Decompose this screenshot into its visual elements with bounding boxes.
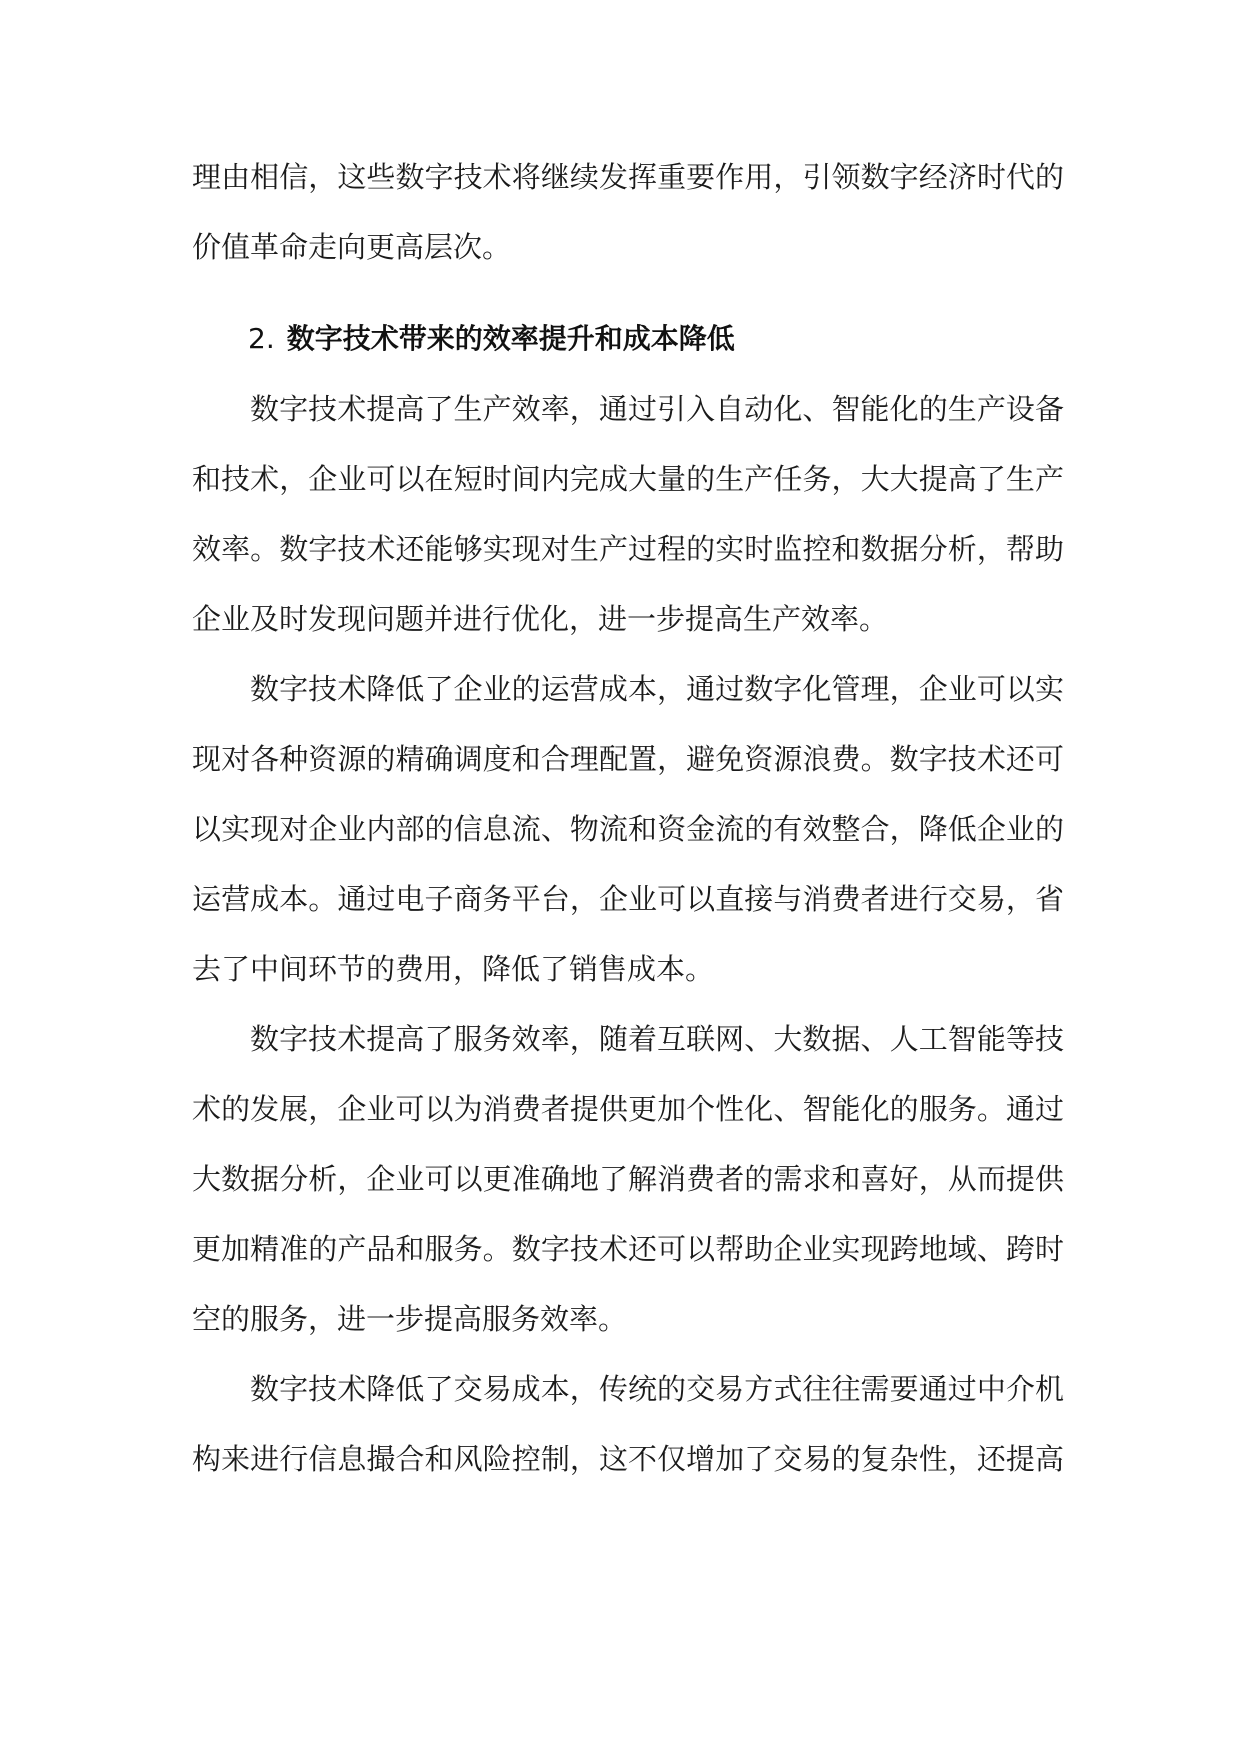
text-line: 数字技术提高了生产效率，通过引入自动化、智能化的生产设备 <box>250 392 1064 426</box>
text-line: 以实现对企业内部的信息流、物流和资金流的有效整合，降低企业的 <box>192 812 1064 846</box>
text-line: 数字技术降低了交易成本，传统的交易方式往往需要通过中介机 <box>250 1372 1064 1406</box>
paragraph-continued <box>192 142 1064 282</box>
text-line: 数字技术降低了企业的运营成本，通过数字化管理，企业可以实 <box>250 672 1064 706</box>
paragraph <box>192 654 1064 1004</box>
text-line: 更加精准的产品和服务。数字技术还可以帮助企业实现跨地域、跨时 <box>192 1232 1064 1266</box>
text-line: 构来进行信息撮合和风险控制，这不仅增加了交易的复杂性，还提高 <box>192 1442 1064 1476</box>
paragraph <box>192 1354 1064 1494</box>
text-line: 理由相信，这些数字技术将继续发挥重要作用，引领数字经济时代的 <box>192 160 1064 194</box>
section-heading <box>192 304 1064 374</box>
text-line: 价值革命走向更高层次。 <box>192 230 512 264</box>
text-line: 企业及时发现问题并进行优化，进一步提高生产效率。 <box>192 602 889 636</box>
section-title: 数字技术带来的效率提升和成本降低 <box>286 322 735 355</box>
text-line: 数字技术提高了服务效率，随着互联网、大数据、人工智能等技 <box>250 1022 1064 1056</box>
text-line: 和技术，企业可以在短时间内完成大量的生产任务，大大提高了生产 <box>192 462 1064 496</box>
paragraph <box>192 374 1064 654</box>
paragraph <box>192 1004 1064 1354</box>
text-line: 术的发展，企业可以为消费者提供更加个性化、智能化的服务。通过 <box>192 1092 1064 1126</box>
section-number: 2. <box>248 322 275 355</box>
text-line: 运营成本。通过电子商务平台，企业可以直接与消费者进行交易，省 <box>192 882 1064 916</box>
text-line: 效率。数字技术还能够实现对生产过程的实时监控和数据分析，帮助 <box>192 532 1064 566</box>
document-body <box>192 142 1064 1494</box>
text-line: 大数据分析，企业可以更准确地了解消费者的需求和喜好，从而提供 <box>192 1162 1064 1196</box>
text-line: 现对各种资源的精确调度和合理配置，避免资源浪费。数字技术还可 <box>192 742 1064 776</box>
text-line: 空的服务，进一步提高服务效率。 <box>192 1302 628 1336</box>
text-line: 去了中间环节的费用，降低了销售成本。 <box>192 952 715 986</box>
